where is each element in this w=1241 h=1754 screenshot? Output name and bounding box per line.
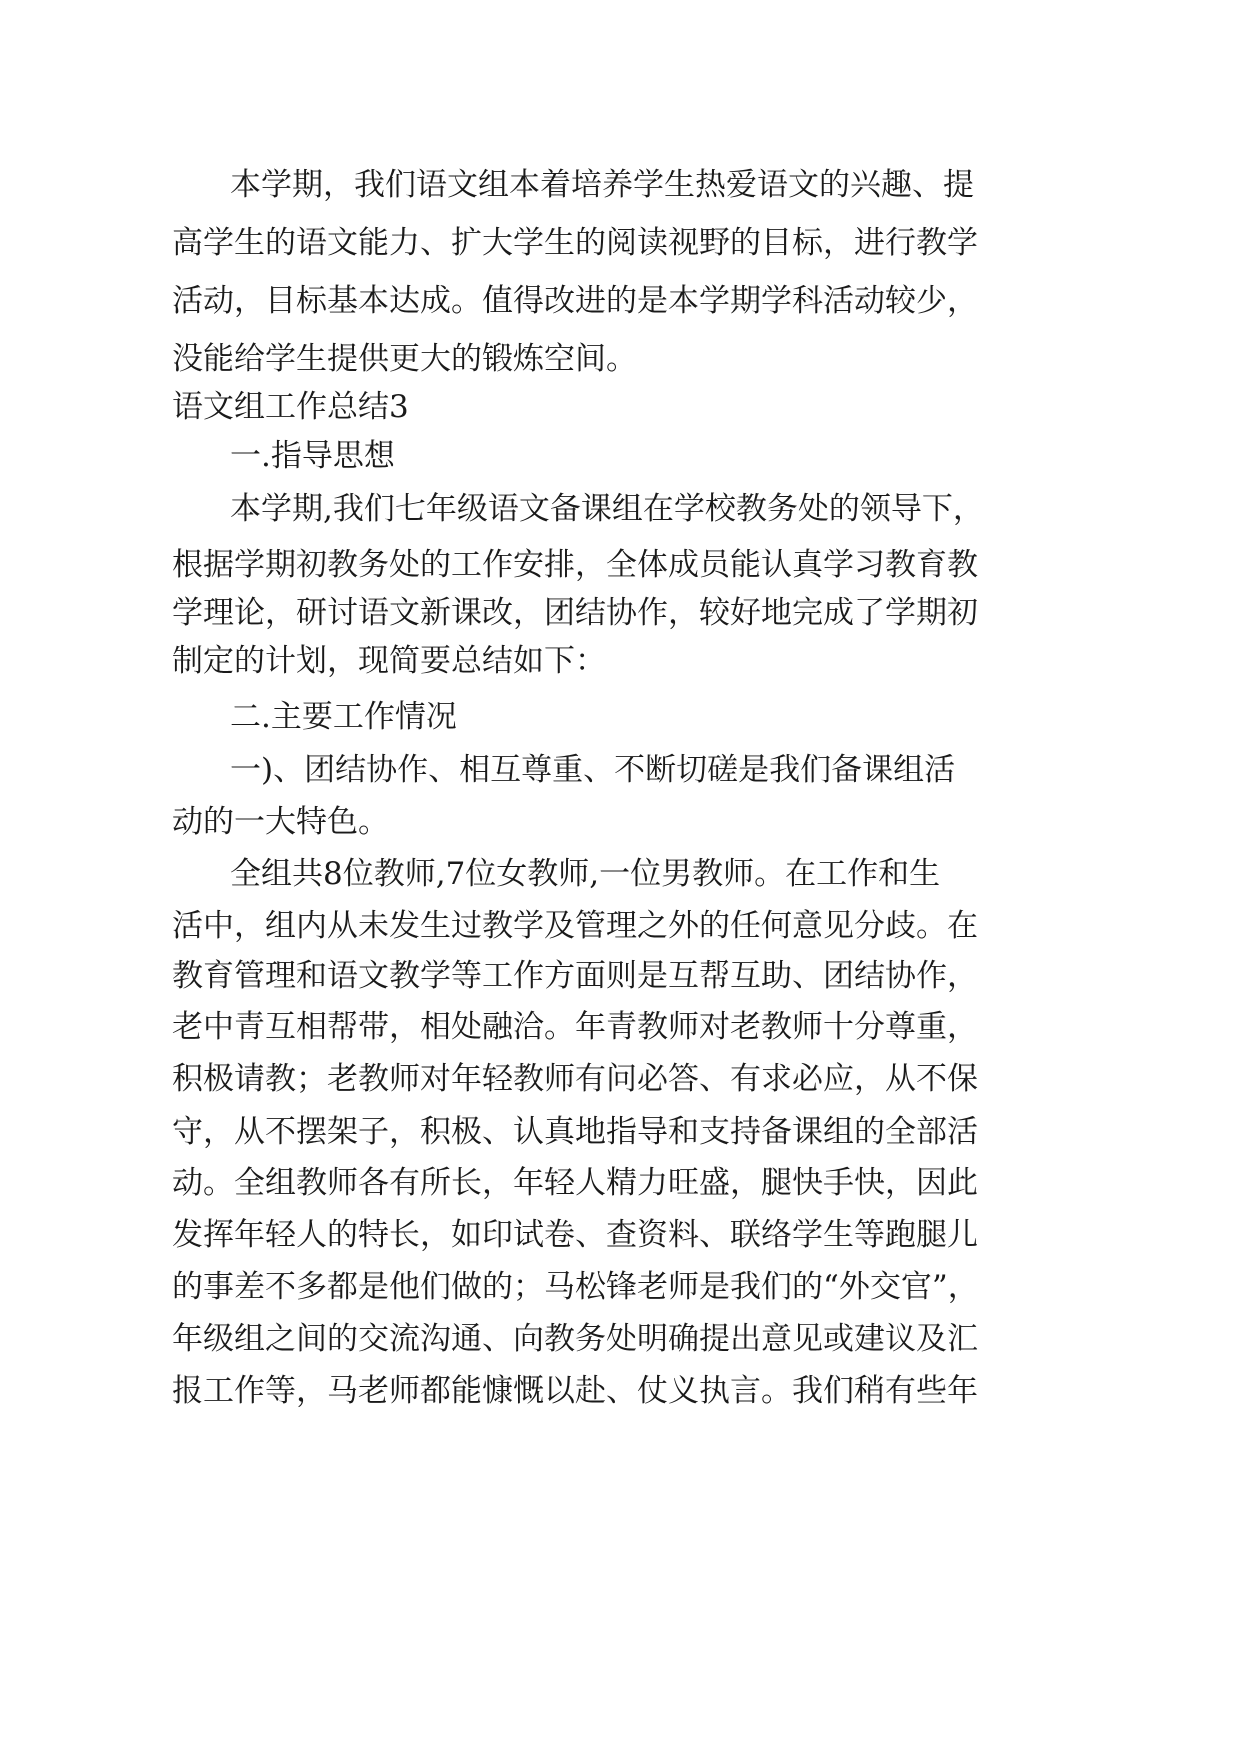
- heading-main-work-content: 二.主要工作情况: [230, 699, 457, 735]
- text-line-2-content: 高学生的语文能力、扩大学生的阅读视野的目标，进行教学: [172, 225, 978, 261]
- text-line-16-content: 教育管理和语文教学等工作方面则是互帮互助、团结协作，: [172, 958, 978, 994]
- text-line-16: [172, 947, 978, 1005]
- text-line-17-content: 老中青互相帮带，相处融洽。年青教师对老教师十分尊重，: [172, 1009, 978, 1045]
- text-line-18-content: 积极请教；老教师对年轻教师有问必答、有求必应，从不保: [172, 1061, 978, 1097]
- text-line-19-content: 守，从不摆架子，积极、认真地指导和支持备课组的全部活: [172, 1114, 978, 1150]
- text-line-21-content: 发挥年轻人的特长，如印试卷、查资料、联络学生等跑腿儿: [172, 1217, 978, 1253]
- heading-guiding-thought: [230, 427, 395, 485]
- text-line-10: [172, 632, 606, 690]
- text-line-4-content: 没能给学生提供更大的锻炼空间。: [172, 341, 637, 377]
- text-line-7: [230, 480, 984, 538]
- text-line-20: [172, 1154, 978, 1212]
- text-line-8-content: 根据学期初教务处的工作安排，全体成员能认真学习教育教: [172, 547, 978, 583]
- text-line-21: [172, 1206, 978, 1264]
- text-line-2: [172, 214, 978, 272]
- text-line-22-content: 的事差不多都是他们做的；马松锋老师是我们的“外交官”，: [172, 1269, 979, 1305]
- text-line-14-content: 全组共8位教师,7位女教师,一位男教师。在工作和生: [230, 856, 941, 892]
- text-line-14: [230, 845, 939, 903]
- section-title-content: 语文组工作总结3: [172, 389, 409, 425]
- text-line-24-content: 报工作等，马老师都能慷慨以赴、仗义执言。我们稍有些年: [172, 1373, 978, 1409]
- heading-guiding-thought-content: 一.指导思想: [230, 438, 395, 474]
- text-line-15-content: 活中，组内从未发生过教学及管理之外的任何意见分歧。在: [172, 908, 978, 944]
- text-line-7-content: 本学期,我们七年级语文备课组在学校教务处的领导下，: [230, 491, 984, 527]
- text-line-17: [172, 998, 978, 1056]
- text-line-20-content: 动。全组教师各有所长，年轻人精力旺盛，腿快手快，因此: [172, 1165, 978, 1201]
- text-line-9-content: 学理论，研讨语文新课改，团结协作，较好地完成了学期初: [172, 595, 978, 631]
- text-line-18: [172, 1050, 978, 1108]
- text-line-3-content: 活动，目标基本达成。值得改进的是本学期学科活动较少，: [172, 283, 978, 319]
- text-line-23-content: 年级组之间的交流沟通、向教务处明确提出意见或建议及汇: [172, 1321, 978, 1357]
- text-line-19: [172, 1103, 978, 1161]
- text-line-12: [230, 741, 956, 799]
- text-line-3: [172, 272, 978, 330]
- text-line-23: [172, 1310, 978, 1368]
- heading-main-work: [230, 688, 457, 746]
- text-line-1-content: 本学期，我们语文组本着培养学生热爱语文的兴趣、提: [230, 167, 974, 203]
- text-line-13-content: 动的一大特色。: [172, 804, 389, 840]
- text-line-12-content: 一)、团结协作、相互尊重、不断切磋是我们备课组活: [230, 752, 956, 788]
- text-line-13: [172, 793, 389, 851]
- text-line-24: [172, 1362, 978, 1420]
- text-line-10-content: 制定的计划，现简要总结如下：: [172, 643, 606, 679]
- text-line-1: [230, 156, 974, 214]
- text-line-22: [172, 1258, 979, 1316]
